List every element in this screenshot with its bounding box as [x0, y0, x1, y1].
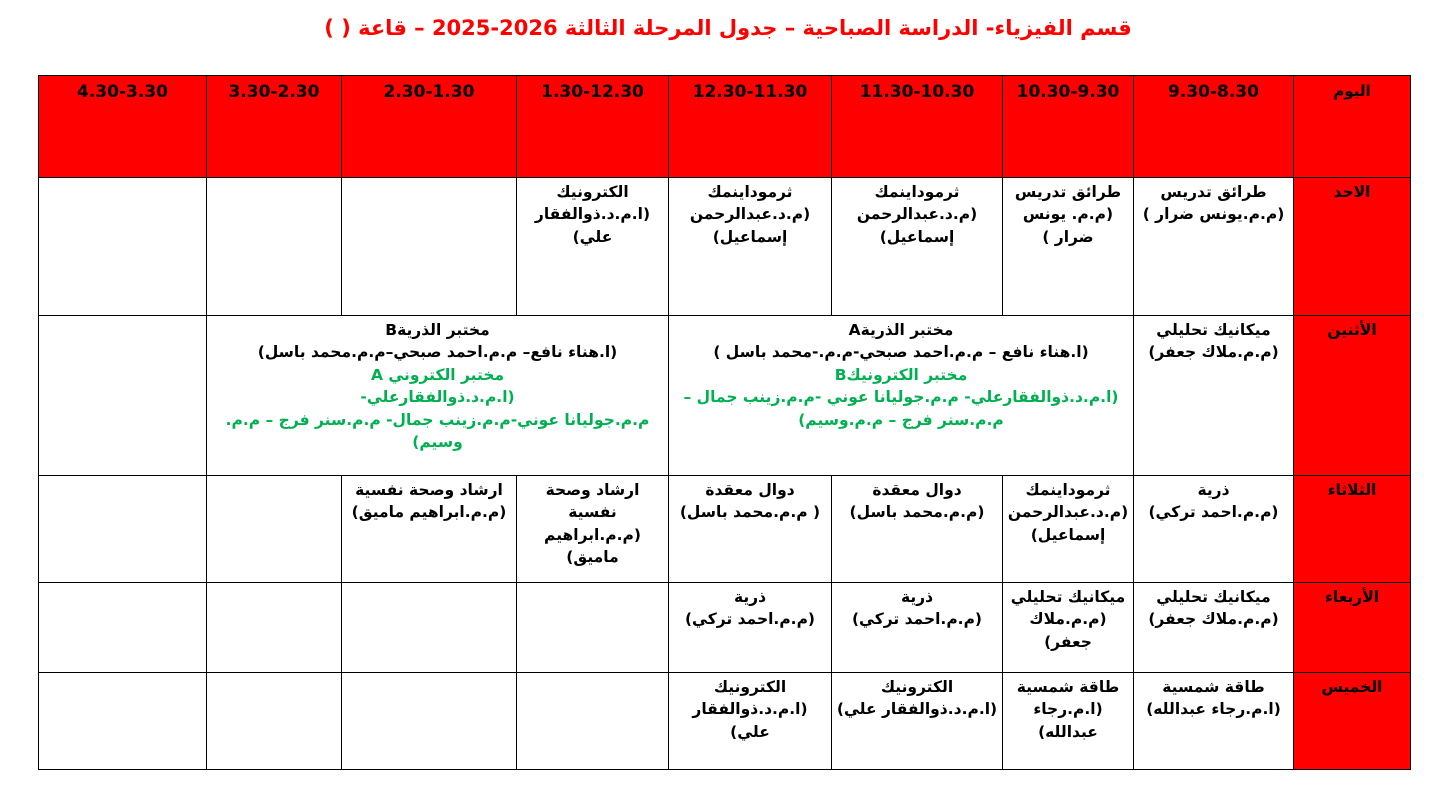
cell-text-line: ارشاد وصحة نفسية [355, 481, 503, 499]
schedule-cell-1-0 [1134, 316, 1294, 476]
cell-text-line: دوال معقدة [705, 481, 795, 499]
empty-cell-1-3 [39, 316, 207, 476]
cell-text-line: دوال معقدة [872, 481, 962, 499]
time-header-cell-1: 10.30-9.30 [1003, 76, 1134, 178]
empty-cell-4-4 [517, 673, 669, 770]
cell-text-line: (ا.م.د.ذوالفقارعلي- م.م.جوليانا عوني -م.م.زينب جمال – [683, 388, 1119, 407]
schedule-cell-0-4 [517, 178, 669, 316]
cell-text-line: ميكانيك تحليلي [1156, 321, 1271, 339]
cell-text-line: ( م.م.محمد باسل) [679, 503, 821, 522]
schedule-cell-4-1 [1003, 673, 1134, 770]
time-header-cell-2: 11.30-10.30 [832, 76, 1003, 178]
cell-text-line: (م.م.ملاك جعفر) [1148, 343, 1279, 362]
cell-text-line: (م.د.عبدالرحمن إسماعيل) [689, 205, 811, 246]
cell-text-line: م.م.سنر فرج – م.م.وسيم) [798, 410, 1004, 429]
schedule-cell-1-1 [669, 316, 1134, 476]
schedule-cell-2-0 [1134, 476, 1294, 583]
cell-text-line: (م.م.احمد تركي) [851, 610, 983, 629]
schedule-cell-2-3 [669, 476, 832, 583]
cell-text-line: طرائق تدريس [1160, 183, 1267, 201]
schedule-cell-1-2 [207, 316, 669, 476]
cell-text-line: مختبر الكترونيكB [834, 365, 968, 384]
header-row [39, 76, 1411, 178]
empty-cell-2-6 [207, 476, 342, 583]
cell-text-line: (م.م.احمد تركي) [1148, 503, 1279, 522]
cell-text-line: الكترونيك [713, 678, 787, 696]
cell-text-line: (م.م.محمد باسل) [849, 503, 985, 522]
schedule-cell-2-5 [342, 476, 517, 583]
schedule-cell-3-2 [832, 583, 1003, 673]
cell-text-line: (ا.م.د.ذوالفقار علي) [836, 700, 998, 719]
cell-text-line: (ا.م.رجاء عبدالله) [1033, 700, 1103, 741]
cell-text-line: (ا.م.د.ذوالفقار علي) [692, 700, 808, 741]
schedule-cell-0-2 [832, 178, 1003, 316]
time-header-cell-6: 3.30-2.30 [207, 76, 342, 178]
cell-text-line: ذرية [900, 588, 934, 606]
cell-text-line: (م.م.ابراهيم ماميق) [544, 525, 641, 567]
cell-text-line: (م.م. يونس ضرار ) [1022, 205, 1114, 246]
empty-cell-2-7 [39, 476, 207, 583]
day-cell-2: الثلاثاء [1294, 476, 1411, 583]
empty-cell-4-5 [342, 673, 517, 770]
cell-text-line: (ا.هناء نافع – م.م.احمد صبحي-م.م.-محمد باسل ) [713, 343, 1089, 362]
day-cell-4: الخميس [1294, 673, 1411, 770]
cell-text-line: طاقة شمسية [1016, 678, 1120, 696]
cell-text-line: (م.م.ملاك جعفر) [1029, 610, 1107, 651]
schedule-cell-3-0 [1134, 583, 1294, 673]
cell-text-line: (م.م.ملاك جعفر) [1148, 610, 1279, 629]
day-cell-0: الاحد [1294, 178, 1411, 316]
empty-cell-3-6 [207, 583, 342, 673]
schedule-cell-0-0 [1134, 178, 1294, 316]
cell-text-line: مختبر الذريةA [848, 321, 954, 339]
cell-text-line: مختبر الكتروني A [370, 365, 505, 384]
cell-text-line: طرائق تدريس [1014, 183, 1122, 201]
cell-text-line: (م.م.ابراهيم ماميق) [351, 503, 507, 522]
schedule-cell-2-2 [832, 476, 1003, 583]
schedule-row-0 [39, 178, 1411, 316]
schedule-cell-2-1 [1003, 476, 1134, 583]
schedule-row-1 [39, 316, 1411, 476]
cell-text-line: مختبر الذريةB [385, 321, 490, 339]
empty-cell-3-4 [517, 583, 669, 673]
cell-text-line: ثرموداينمك [874, 183, 960, 201]
cell-text-line: (ا.م.رجاء عبدالله) [1146, 700, 1281, 719]
cell-text-line: م.م.جوليانا عوني-م.م.زينب جمال- م.م.سنر فرج – م.م. وسيم) [225, 410, 650, 452]
page-title: قسم الفيزياء- الدراسة الصباحية – جدول المرحلة الثالثة 2026-2025 – قاعة ( ) [324, 16, 1132, 40]
cell-text-line: (م.د.عبدالرحمن إسماعيل) [856, 205, 978, 246]
day-cell-1: الأثنين [1294, 316, 1411, 476]
cell-text-line: (ا.م.د.ذوالفقارعلي- [360, 388, 515, 407]
time-header-cell-3: 12.30-11.30 [669, 76, 832, 178]
cell-text-line: ذرية [733, 588, 767, 606]
empty-cell-0-5 [342, 178, 517, 316]
time-header-cell-5: 2.30-1.30 [342, 76, 517, 178]
empty-cell-3-7 [39, 583, 207, 673]
cell-text-line: ارشاد وصحة نفسية [545, 481, 640, 522]
day-header-cell: اليوم [1294, 76, 1411, 178]
schedule-cell-4-3 [669, 673, 832, 770]
schedule-cell-0-3 [669, 178, 832, 316]
schedule-cell-3-1 [1003, 583, 1134, 673]
schedule-row-4 [39, 673, 1411, 770]
schedule-cell-2-4 [517, 476, 669, 583]
schedule-body [39, 178, 1411, 770]
cell-text-line: الكترونيك [880, 678, 954, 696]
cell-text-line: (م.م.احمد تركي) [684, 610, 816, 629]
cell-text-line: طاقة شمسية [1162, 678, 1265, 696]
schedule-cell-0-1 [1003, 178, 1134, 316]
schedule-cell-4-2 [832, 673, 1003, 770]
cell-text-line: الكترونيك [556, 183, 629, 201]
empty-cell-4-7 [39, 673, 207, 770]
schedule-row-2 [39, 476, 1411, 583]
empty-cell-0-7 [39, 178, 207, 316]
cell-text-line: ميكانيك تحليلي [1010, 588, 1126, 606]
schedule-table [38, 75, 1411, 770]
time-header-cell-7: 4.30-3.30 [39, 76, 207, 178]
time-header-cell-4: 1.30-12.30 [517, 76, 669, 178]
empty-cell-4-6 [207, 673, 342, 770]
cell-text-line: (م.د.عبدالرحمن إسماعيل) [1007, 503, 1129, 544]
cell-text-line: ذرية [1197, 481, 1230, 499]
cell-text-line: ثرموداينمك [707, 183, 793, 201]
schedule-row-3 [39, 583, 1411, 673]
cell-text-line: (م.م.يونس ضرار ) [1142, 205, 1285, 224]
cell-text-line: (ا.هناء نافع– م.م.احمد صبحي–م.م.محمد باسل) [257, 343, 618, 362]
cell-text-line: ميكانيك تحليلي [1156, 588, 1271, 606]
schedule-cell-3-3 [669, 583, 832, 673]
empty-cell-0-6 [207, 178, 342, 316]
schedule-cell-4-0 [1134, 673, 1294, 770]
empty-cell-3-5 [342, 583, 517, 673]
day-cell-3: الأربعاء [1294, 583, 1411, 673]
cell-text-line: (ا.م.د.ذوالفقار علي) [534, 205, 651, 246]
cell-text-line: ثرموداينمك [1025, 481, 1111, 499]
time-header-cell-0: 9.30-8.30 [1134, 76, 1294, 178]
